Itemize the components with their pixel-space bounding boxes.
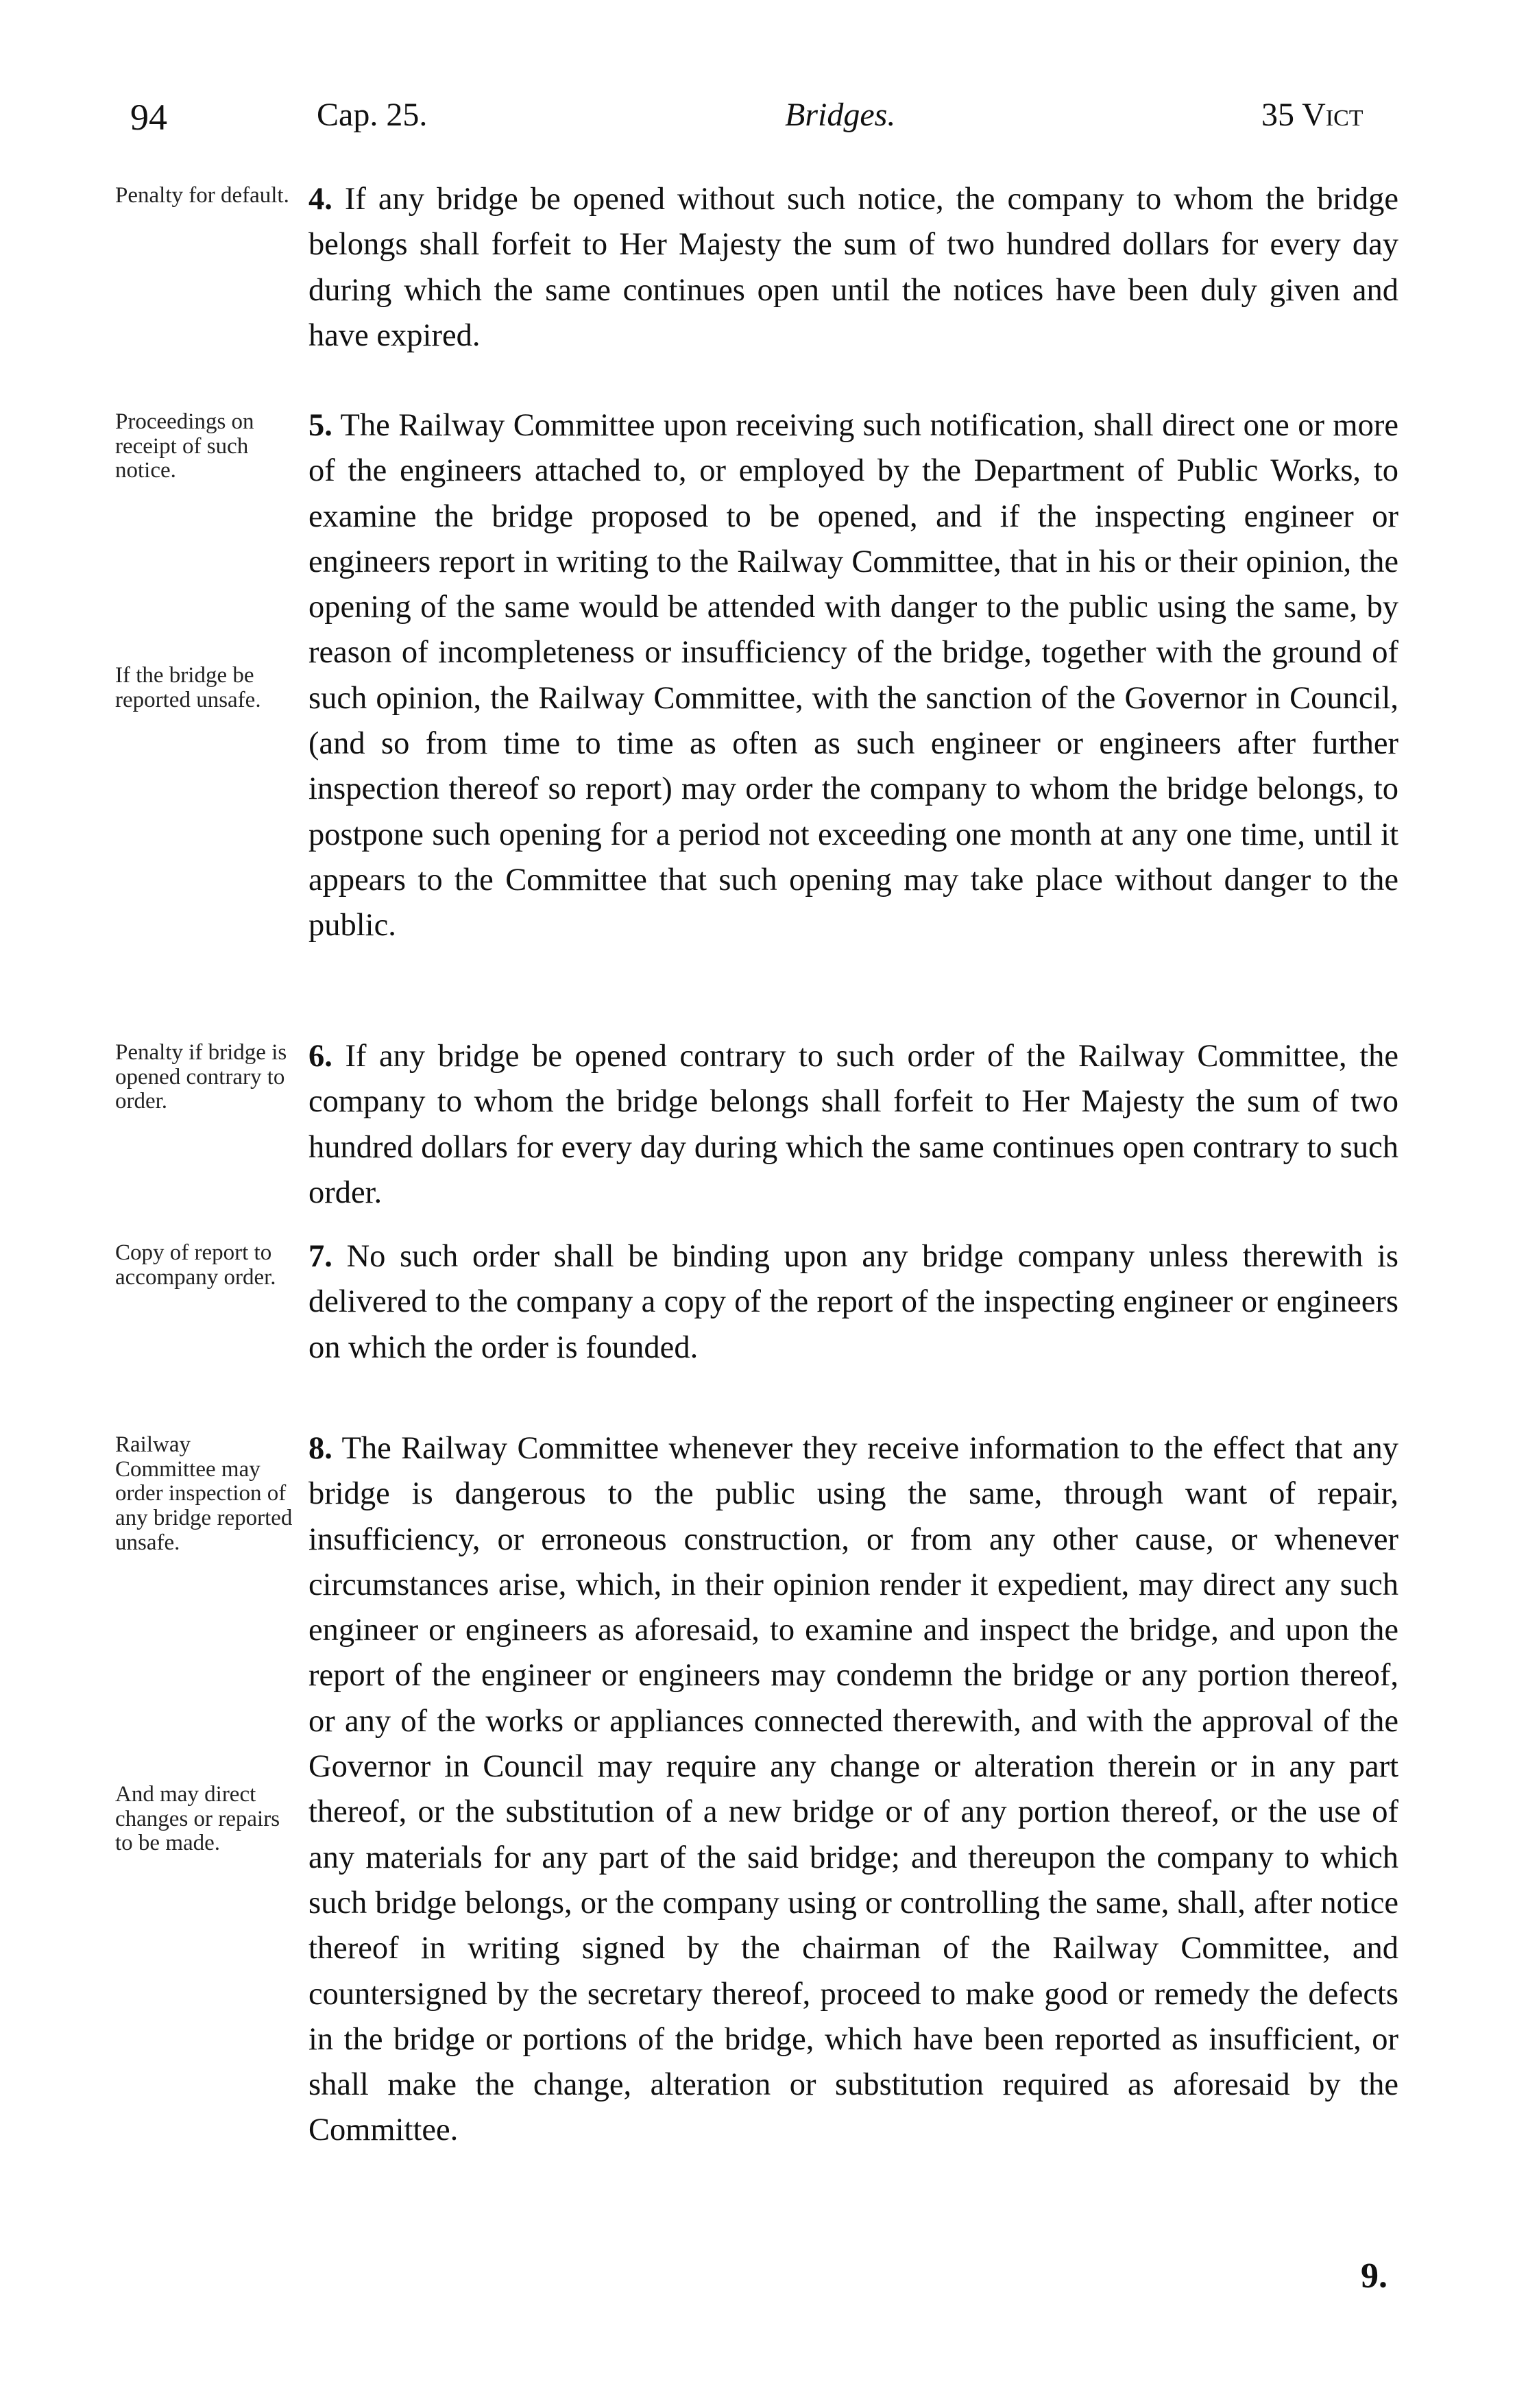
section-number: 7. [308, 1239, 332, 1274]
section-number: 4. [308, 182, 332, 217]
section-number: 8. [308, 1431, 332, 1466]
section-text: The Railway Committee whenever they receive information to the effect that any bridge is dangerous to the public using the same, through want of repair, insufficiency, or erroneous construction, or from any other cause, or whenever circumstances arise, which, in their opinion render it expedient, may direct any such engineer or engineers as aforesaid, to examine and inspect the bridge, and upon the report of the engineer or engineers may condemn the bridge or any portion thereof, or any of the works or appliances connected therewith, and with the approval of the Governor in Council may require any change or alteration therein or in any part thereof, or the substitution of a new bridge or of any portion thereof, or the use of any materials for any part of the said bridge; and thereupon the company to which such bridge belongs, or the company using or controlling the same, shall, after notice thereof in writing signed by the chairman of the Railway Committee, and countersigned by the secretary thereof, proceed to make good or remedy the defects in the bridge or portions of the bridge, which have been reported as insufficient, or shall make the change, alteration or substitution required as aforesaid by the Committee. [308, 1431, 1398, 2148]
margin-note: If the bridge be reported unsafe. [115, 663, 261, 712]
running-header [0, 75, 1515, 151]
catchword: 9. [1361, 2256, 1387, 2296]
margin-note: Penalty if bridge is opened contrary to order. [115, 1040, 287, 1114]
section-text: No such order shall be binding upon any bridge company unless therewith is delivered to the company a copy of the report of the inspecting engineer or engineers on which the order is founded. [308, 1239, 1398, 1365]
session-label: 35 Vict [1261, 97, 1364, 133]
margin-note: And may direct changes or repairs to be made. [115, 1782, 280, 1856]
chapter-label: Cap. 25. [317, 97, 428, 133]
section-body [308, 1034, 1398, 1216]
page-title: Bridges. [785, 97, 896, 133]
section-body [308, 403, 1398, 949]
margin-note: Penalty for default. [115, 183, 289, 208]
section-number: 5. [308, 408, 332, 443]
margin-note: Copy of report to accompany order. [115, 1240, 276, 1290]
section-text: If any bridge be opened contrary to such order of the Railway Committee, the company to whom the bridge belongs shall forfeit to Her Majesty the sum of two hundred dollars for every day during which the same continues open contrary to such order. [308, 1039, 1399, 1210]
margin-note: Railway Committee may order inspection of any bridge reported unsafe. [115, 1432, 293, 1555]
section-body [308, 1234, 1398, 1371]
page-number: 94 [130, 97, 167, 138]
section-text: The Railway Committee upon receiving such notification, shall direct one or more of the engineers attached to, or employed by the Department of Public Works, to examine the bridge proposed to be opened, and if the inspecting engineer or engineers report in writing to the Railway Committee, that in his or their opinion, the opening of the same would be attended with danger to the public using the same, by reason of incompleteness or insufficiency of the bridge, together with the ground of such opinion, the Railway Committee, with the sanction of the Governor in Council, (and so from time to time as often as such engineer or engineers after further inspection thereof so report) may order the company to whom the bridge belongs, to postpone such opening for a period not exceeding one month at any one time, until it appears to the Committee that such opening may take place without danger to the public. [308, 408, 1398, 943]
section-body [308, 1426, 1398, 2154]
section-body [308, 177, 1398, 359]
section-number: 6. [308, 1039, 332, 1074]
section-text: If any bridge be opened without such notice, the company to whom the bridge belongs shall forfeit to Her Majesty the sum of two hundred dollars for every day during which the same continues open until the notices have been duly given and have expired. [308, 182, 1398, 353]
margin-note: Proceedings on receipt of such notice. [115, 409, 254, 483]
